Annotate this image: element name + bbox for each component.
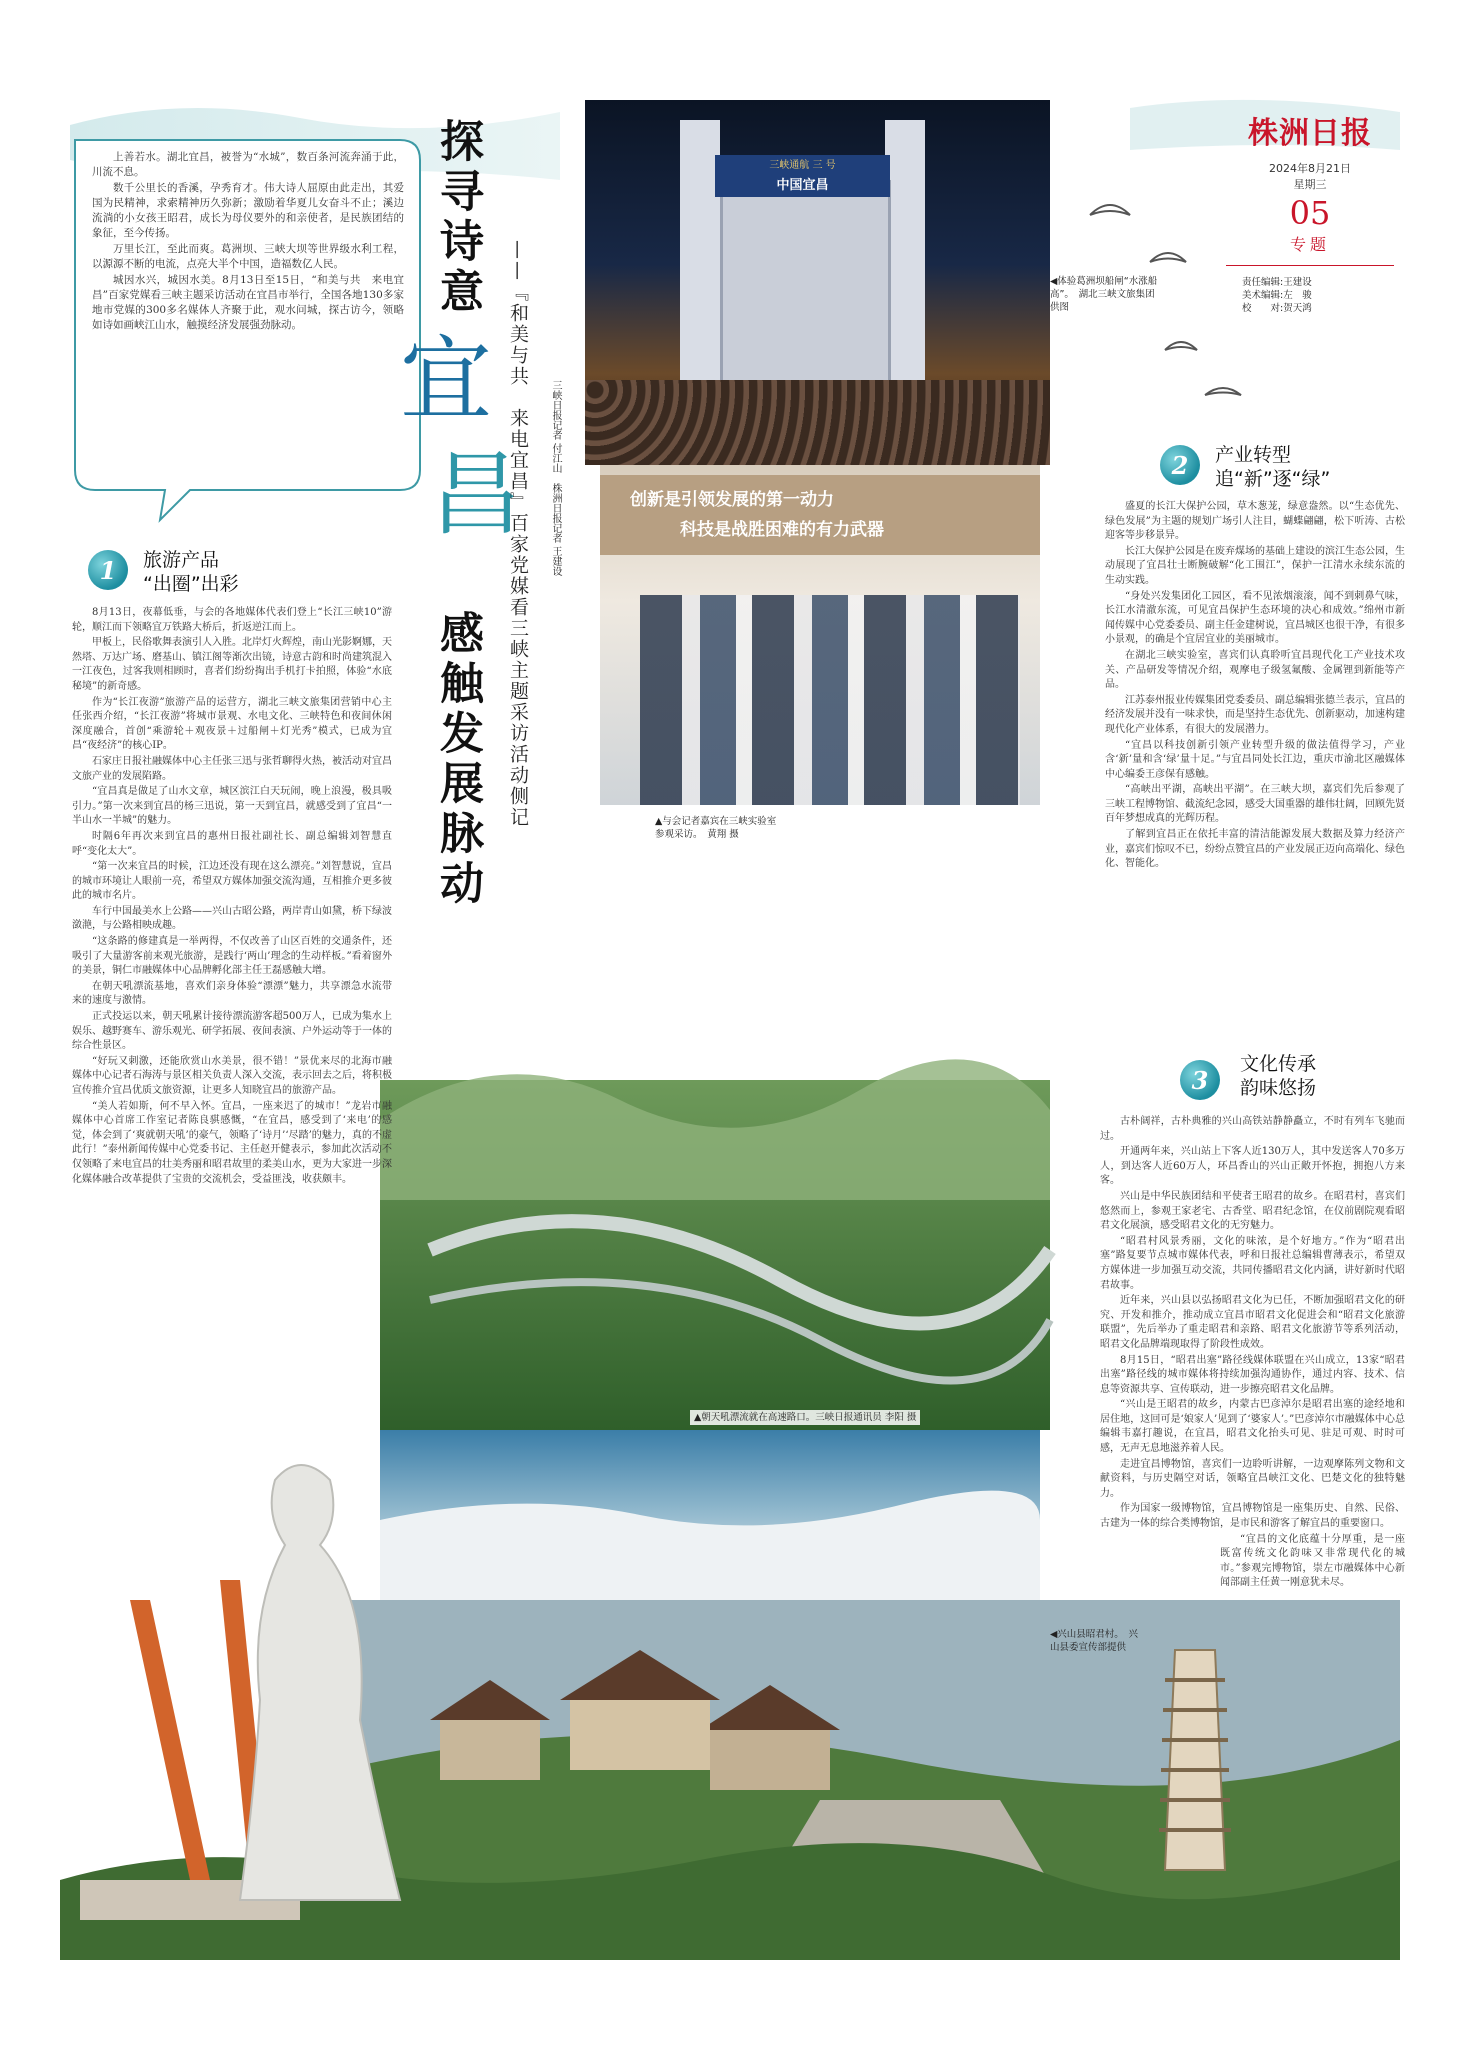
section-1-title-line1: 旅游产品 <box>143 549 220 571</box>
caption-night-lock: ◀体验葛洲坝船闸“水涨船高”。 湖北三峡文旅集团供图 <box>1050 276 1158 313</box>
section-2-paragraph: 长江大保护公园是在废弃煤场的基础上建设的滨江生态公园，生动展现了宜昌壮士断腕破解“化工围江”，保护一江清水永续东流的生动实践。 <box>1105 545 1405 586</box>
section-3-paragraph: 走进宜昌博物馆，喜宾们一边聆听讲解，一边观摩陈列文物和文献资料，与历史隔空对话，领略宜昌峡江文化、巴楚文化的独特魅力。 <box>1100 1458 1405 1499</box>
section-1-title <box>143 548 239 596</box>
headline-city-char1: 宜 <box>385 330 492 422</box>
section-1-paragraph: 作为“长江夜游”旅游产品的运营方，湖北三峡文旅集团营销中心主任张西介绍，“长江夜游”将城市景观、水电文化、三峡特色和夜间休闲深度融合，首创“乘游轮＋观夜景＋过船闸＋灯光秀”模式，已成为宜昌“夜经济”的核心IP。 <box>72 696 392 752</box>
lab-banner-text2: 科技是战胜困难的有力武器 <box>680 520 884 540</box>
intro-text <box>92 150 404 334</box>
lock-tower-right <box>885 120 925 380</box>
section-1-paragraph: 正式投运以来，朝天吼累计接待漂流游客超500万人，已成为集水上娱乐、越野赛车、游乐观光、研学拓展、夜间表演、户外运动等于一体的综合性景区。 <box>72 1011 392 1052</box>
lab-banner-text1: 创新是引领发展的第一动力 <box>630 490 834 510</box>
section-3-paragraph: 作为国家一级博物馆，宜昌博物馆是一座集历史、自然、民俗、古建为一体的综合类博物馆，是市民和游客了解宜昌的重要窗口。 <box>1100 1503 1405 1530</box>
visitors <box>640 595 1020 805</box>
page-number: 05 <box>1289 194 1331 232</box>
credit-proofreader: 校 对:贺天鸿 <box>1242 303 1312 314</box>
section-1-paragraph: 甲板上，民俗歌舞表演引人入胜。北岸灯火辉煌，南山光影婀娜，天然塔、万达广场、磨基山、镇江阁等渐次出镜，诗意古韵和时尚建筑混入一江夜色，过客我则相顾时，喜者们纷纷掏出手机打卡拍照，体验“水底秘境”的新奇感。 <box>72 637 392 692</box>
headline-line1: 探寻诗意 <box>432 118 483 318</box>
lock-sign-text1: 三峡通航 三 号 <box>769 160 836 171</box>
credit-editor: 责任编辑:王建设 <box>1242 277 1312 288</box>
section-3-paragraph: 古朴阔祥，古朴典雅的兴山高铁站静静矗立，不时有列车飞驰而过。 <box>1100 1116 1405 1142</box>
lock-tower-left <box>680 120 720 380</box>
section-3-paragraph: 兴山是中华民族团结和平使者王昭君的故乡。在昭君村，喜宾们悠然而上，参观王家老宅、古香堂、昭君纪念馆，在仪前剧院观看昭君文化展演，感受昭君文化的无穷魅力。 <box>1100 1190 1405 1232</box>
section-1-paragraph: 在朝天吼漂流基地，喜欢们亲身体验“漂漂”魅力，共享漂急水流带来的速度与激情。 <box>72 980 392 1007</box>
section-2-paragraph: 在湖北三峡实验室，喜宾们认真聆听宜昌现代化工产业技术攻关、产品研发等情况介绍，观摩电子级氢氟酸、金属锂到新能等产品。 <box>1105 649 1405 691</box>
section-1-paragraph: “美人若如斯，何不早入怀。宜昌，一座来迟了的城市！”龙岩市融媒体中心首席工作室记者陈良骐感慨，“在宜昌，感受到了‘来电’的感觉，体会到了‘爽就朝天吼’的豪气，领略了‘诗月’‘尽踏’的魅力，真的不虚此行！”泰州新闻传媒中心党委书记、主任赵开健表示，参加此次活动不仅领略了来电宜昌的壮美秀丽和昭君故里的柔美山水，更为大家进一步深化媒体融合改革提供了宝贵的交流机会，受益匪浅，收获颇丰。 <box>72 1100 392 1185</box>
section-2-paragraph: 江苏泰州报业传媒集团党委委员、副总编辑张德兰表示，宜昌的经济发展并没有一味求快，而是坚持生态优先、创新驱动，加速构建现代化产业体系，有很大的发展潜力。 <box>1105 694 1405 735</box>
photo-night-lock <box>585 100 1050 465</box>
section-3-paragraph: “昭君村风景秀丽，文化的味浓，是个好地方。”作为“昭君出塞”路复要节点城市媒体代表，呼和日报社总编辑曹薄表示，希望双方媒体进一步加强互动交流，共同传播昭君文化内涵，讲好新时代昭君故事。 <box>1100 1235 1405 1291</box>
headline-subtitle: ——『和美与共 来电宜昌』百家党媒看三峡主题采访活动侧记 <box>507 240 529 828</box>
headline-byline: 三峡日报记者 付江山 株洲日报记者 王建设 <box>550 380 561 577</box>
section-1-paragraph: “宜昌真是做足了山水文章，城区滨江白天玩闹，晚上浪漫，极具吸引力。”第一次来到宜昌的杨三迅说，第一天到宜昌，就感受到了宜昌“一半山水一半城”的魅力。 <box>72 786 392 827</box>
caption-lab-visit: ▲与会记者嘉宾在三峡实验室参观采访。 黄翔 摄 <box>655 816 777 840</box>
credit-art-editor: 美术编辑:左 骏 <box>1242 290 1312 301</box>
section-3-paragraph: 8月15日，“昭君出塞”路径线媒体联盟在兴山成立，13家“昭君出塞”路径线的城市媒体将持续加强沟通协作，通过内容、技术、信息等资源共享、宣传联动，进一步擦亮昭君文化品牌。 <box>1100 1354 1405 1395</box>
lock-sign-text2: 中国宜昌 <box>776 178 829 193</box>
section-2-paragraph: “身处兴发集团化工园区，看不见浓烟滚滚，闻不到刺鼻气味，长江水清澈东流，可见宜昌保护生态环境的决心和成效。”绵州市新闻传媒中心党委委员、副主任金建树说，宜昌城区也很干净，有很多小景观，的确是个宜居宜业的美丽城市。 <box>1105 590 1405 646</box>
section-1-paragraph: 时隔6年再次来到宜昌的惠州日报社副社长、副总编辑刘智慧直呼“变化太大”。 <box>72 830 392 857</box>
section-3-badge: 3 <box>1180 1060 1220 1100</box>
issue-date: 2024年8月21日 <box>1269 162 1351 175</box>
crowd <box>585 380 1050 465</box>
section-label: 专题 <box>1289 235 1330 254</box>
masthead-divider <box>1226 265 1394 266</box>
section-1-paragraph: 8月13日，夜幕低垂，与会的各地媒体代表们登上“长江三峡10”游轮，顺江而下领略宜万铁路大桥后，折返逆江而上。 <box>72 607 392 633</box>
section-2-paragraph: “高峡出平湖，高峡出平湖”。在三峡大坝，嘉宾们先后参观了三峡工程博物馆、截流纪念园，感受大国重器的雄伟壮阔，回顾先贤百年梦想成真的光辉历程。 <box>1105 784 1405 825</box>
issue-weekday: 星期三 <box>1293 178 1327 191</box>
section-3-title-line1: 文化传承 <box>1240 1053 1317 1075</box>
intro-paragraph: 万里长江，至此而爽。葛洲坝、三峡大坝等世界级水利工程，以源源不断的电流，点亮大半个中国，造福数亿人民。 <box>92 243 404 270</box>
section-3-body <box>1100 1115 1405 1592</box>
section-2-badge: 2 <box>1160 445 1200 485</box>
section-3-title-line2: 韵味悠扬 <box>1240 1077 1317 1099</box>
section-1-title-line2: “出圈”出彩 <box>143 573 239 595</box>
intro-paragraph: 城因水兴，城因水美。8月13日至15日，“和美与共 来电宜昌”百家党媒看三峡主题采访活动在宜昌市举行，全国各地130多家地市党媒的300多名媒体人齐聚于此，观水问城，探古访今，领略如诗如画峡江山水，触摸经济发展强劲脉动。 <box>92 274 404 331</box>
photo-lab-visit <box>600 465 1040 805</box>
section-3-paragraph: 开通两年来，兴山站上下客人近130万人，其中发送客人70多万人，到达客人近60万人，环昌香山的兴山正敞开怀抱，拥抱八方来客。 <box>1100 1146 1405 1187</box>
section-3-title <box>1240 1052 1316 1100</box>
section-2-title-line1: 产业转型 <box>1215 444 1292 466</box>
masthead-title: 株洲日报 <box>1248 116 1372 151</box>
section-3-paragraph: “宜昌的文化底蕴十分厚重，是一座既富传统文化韵味又非常现代化的城市。”参观完博物馆，崇左市融媒体中心新闻部副主任黄一刚意犹未尽。 <box>1220 1533 1405 1589</box>
caption-zhaojun-village: ◀兴山县昭君村。 兴山县委宣传部提供 <box>1050 1629 1139 1653</box>
intro-paragraph: 数千公里长的香溪，孕秀育才。伟大诗人屈原由此走出，其爱国为民精神，求索精神历久弥新；激励着华夏儿女奋斗不止；溪边流淌的小女孩王昭君，成长为母仪要外的和亲使者，是民族团结的象征，至今传扬。 <box>92 182 404 239</box>
masthead <box>1220 108 1400 315</box>
headline-line2: 感触发展脉动 <box>432 610 483 910</box>
section-2-title-line2: 追“新”逐“绿” <box>1215 468 1331 490</box>
intro-paragraph: 上善若水。湖北宜昌，被誉为“水城”，数百条河流奔涌于此，川流不息。 <box>92 151 404 178</box>
section-1-body <box>72 606 392 1188</box>
caption-highway: ▲朝天吼漂流就在高速路口。三峡日报通讯员 李阳 摄 <box>690 1410 920 1425</box>
section-2-paragraph: 了解到宜昌正在依托丰富的清洁能源发展大数据及算力经济产业，嘉宾们惊叹不已，纷纷点赞宜昌的产业发展正迈向高端化、绿色化、智能化。 <box>1105 829 1405 870</box>
section-2-paragraph: “宜昌以科技创新引领产业转型升级的做法值得学习，产业含‘新’量和含‘绿’量十足。”与宜昌同处长江边，重庆市渝北区融媒体中心编委王彦保有感触。 <box>1105 739 1405 780</box>
section-2-title <box>1215 443 1330 491</box>
section-1-paragraph: 车行中国最美水上公路——兴山古昭公路，两岸青山如黛，桥下绿波潋滟，与公路相映成趣。 <box>72 905 392 932</box>
section-1-paragraph: “好玩又刺激，还能欣赏山水美景，很不错！”景优来尽的北海市融媒体中心记者石海涛与景区相关负责人深入交流，表示回去之后，将积极宣传推介宜昌优质文旅资源，让更多人知晓宜昌的旅游产品。 <box>72 1055 392 1096</box>
headline-city-char2: 昌 <box>415 445 522 537</box>
lock-gate <box>720 180 891 386</box>
section-3-paragraph: 近年来，兴山县以弘扬昭君文化为已任，不断加强昭君文化的研究、开发和推介，推动成立宜昌市昭君文化促进会和“昭君文化旅游联盟”，先后举办了重走昭君和亲路、昭君文化旅游节等系列活动，昭君文化品牌端现取得了阶段性成效。 <box>1100 1295 1405 1350</box>
section-1-paragraph: “这条路的修建真是一举两得，不仅改善了山区百姓的交通条件，还吸引了大量游客前来观光旅游，是践行‘两山’理念的生动样板。”看着窗外的美景，铜仁市融媒体中心品牌孵化部主任王磊感触大增。 <box>72 936 392 977</box>
section-1-paragraph: “第一次来宜昌的时候，江边还没有现在这么漂亮。”刘智慧说，宜昌的城市环境让人眼前一亮，希望双方媒体加强交流沟通，互相推介更多彼此的城市名片。 <box>72 861 392 902</box>
section-1-paragraph: 石家庄日报社融媒体中心主任张三迅与张哲聊得火热，被活动对宜昌文旅产业的发展陷路。 <box>72 755 392 782</box>
section-2-paragraph: 盛夏的长江大保护公园，草木葱茏，绿意盎然。以“生态优先、绿色发展”为主题的规划广场引人注目，蝴蝶翩翩，松下听涛、古松迎客等步移景异。 <box>1105 501 1405 542</box>
section-1-badge: 1 <box>88 550 128 590</box>
section-2-body <box>1105 500 1405 873</box>
section-3-paragraph: “兴山是王昭君的故乡，内蒙古巴彦淖尔是昭君出塞的途经地和居住地，这回可是‘娘家人’见到了‘婆家人’。”巴彦淖尔市融媒体中心总编辑韦嘉打趣说，在宜昌，昭君文化抬头可见、驻足可观、时时可感，无声无息地滋养着人民。 <box>1100 1399 1405 1455</box>
